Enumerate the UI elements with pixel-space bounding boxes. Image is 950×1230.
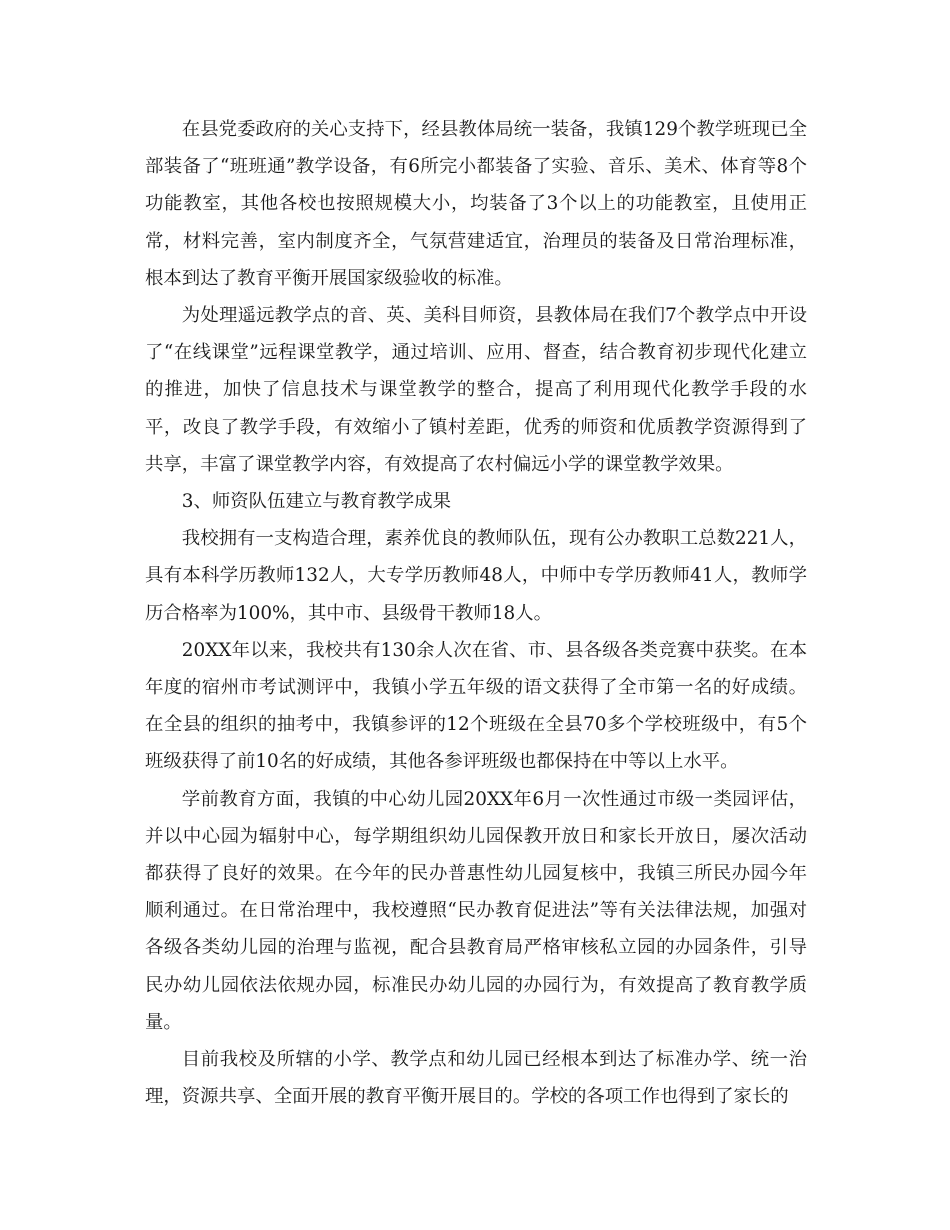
paragraph-awards: 20XX年以来，我校共有130余人次在省、市、县各级各类竞赛中获奖。在本年度的宿州市考试测评中，我镇小学五年级的语文获得了全市第一名的好成绩。在全县的组织的抽考中，我镇参评的12个班级在全县70多个学校班级中，有5个班级获得了前10名的好成绩，其他各参评班级也都保持在中等以上水平。 bbox=[145, 639, 807, 773]
paragraph-goals: 目前我校及所辖的小学、教学点和幼儿园已经根本到达了标准办学、统一治理，资源共享、全面开展的教育平衡开展目的。学校的各项工作也得到了家长的 bbox=[145, 1049, 807, 1108]
section-heading-teachers: 3、师资队伍建立与教育教学成果 bbox=[181, 491, 451, 513]
paragraph-preschool: 学前教育方面，我镇的中心幼儿园20XX年6月一次性通过市级一类园评估，并以中心园为辐射中心，每学期组织幼儿园保教开放日和家长开放日，屡次活动都获得了良好的效果。在今年的民办普惠性幼儿园复核中，我镇三所民办园今年顺利通过。在日常治理中，我校遵照“民办教育促进法”等有关法律法规，加强对各级各类幼儿园的治理与监视，配合县教育局严格审核私立园的办园条件，引导民办幼儿园依法依规办园，标准民办幼儿园的办园行为，有效提高了教育教学质量。 bbox=[145, 788, 807, 1033]
paragraph-online-classroom: 为处理遥远教学点的音、英、美科目师资，县教体局在我们7个教学点中开设了“在线课堂”远程课堂教学，通过培训、应用、督查，结合教育初步现代化建立的推进，加快了信息技术与课堂教学的整合，提高了利用现代化教学手段的水平，改良了教学手段，有效缩小了镇村差距，优秀的师资和优质教学资源得到了共享，丰富了课堂教学内容，有效提高了农村偏远小学的课堂教学效果。 bbox=[145, 305, 807, 475]
document-body bbox=[145, 111, 807, 1115]
paragraph-teacher-team: 我校拥有一支构造合理，素养优良的教师队伍，现有公办教职工总数221人，具有本科学历教师132人，大专学历教师48人，中师中专学历教师41人，教师学历合格率为100%，其中市、县级骨干教师18人。 bbox=[145, 528, 807, 624]
paragraph-equipment: 在县党委政府的关心支持下，经县教体局统一装备，我镇129个教学班现已全部装备了“班班通”教学设备，有6所完小都装备了实验、音乐、美术、体育等8个功能教室，其他各校也按照规模大小，均装备了3个以上的功能教室，且使用正常，材料完善，室内制度齐全，气氛营建适宜，治理员的装备及日常治理标准，根本到达了教育平衡开展国家级验收的标准。 bbox=[145, 119, 807, 289]
